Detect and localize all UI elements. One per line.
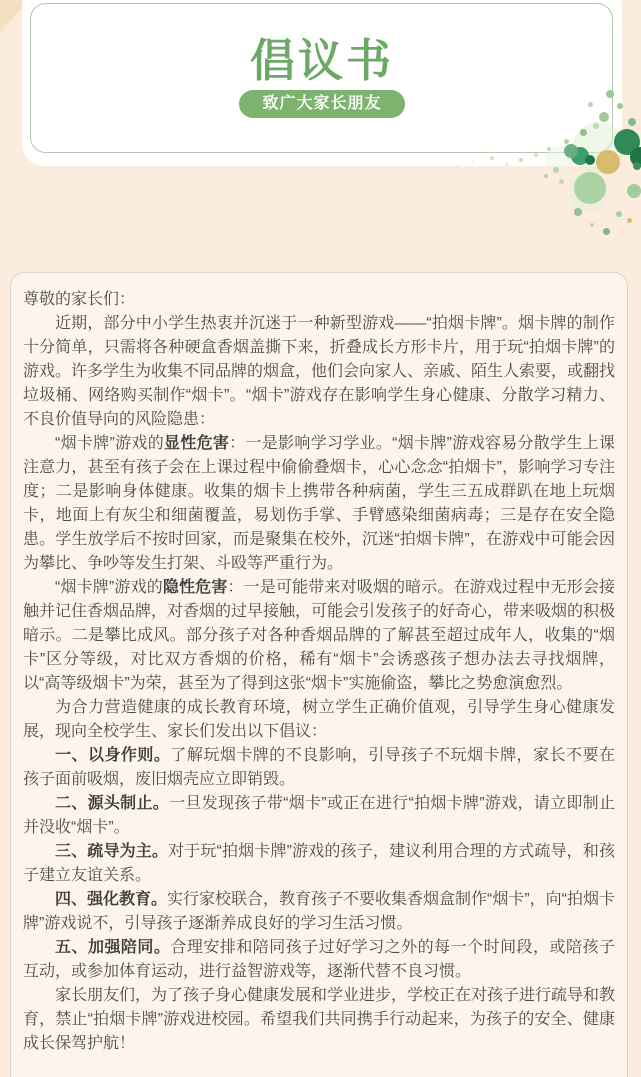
paragraph-run: 对于玩“拍烟卡牌”游戏的孩子，建议利用合理的方式疏导，和孩子建立友谊关系。 — [23, 843, 615, 884]
paragraph-run: ：一是影响学习学业。“烟卡牌”游戏容易分散学生上课注意力，甚至有孩子会在上课过程中偷偷叠烟卡，心心念念“拍烟卡”，影响学习专注度；二是影响身体健康。收集的烟卡上携带各种病菌，学生三五成群趴在地上玩烟卡，地面上有灰尘和细菌覆盖，易划伤手掌、手臂感染细菌病毒；三是存在安全隐患。学生放学后不按时回家，而是聚集在校外，沉迷“拍烟卡牌”，在游戏中可能会因为攀比、争吵等发生打架、斗殴等严重行为。 — [23, 435, 615, 572]
paragraph — [23, 792, 615, 840]
decor-dot — [633, 162, 641, 170]
subtitle-badge: 致广大家长朋友 — [239, 90, 404, 118]
paragraph-bold-run: 一、以身作则。 — [55, 747, 171, 764]
decor-dot — [544, 174, 548, 178]
paragraph-run: 近期，部分中小学生热衷并沉迷于一种新型游戏——“拍烟卡牌”。烟卡牌的制作十分简单，只需将各种硬盒香烟盖撕下来，折叠成长方形卡片，用于玩“拍烟卡牌”的游戏。许多学生为收集不同品牌的烟盒，他们会向家人、亲戚、陌生人索要，或翻找垃圾桶、网络购买制作“烟卡”。“烟卡”游戏存在影响学生身心健康、分散学习精力、不良价值导向的风险隐患： — [23, 315, 616, 428]
decor-dot — [574, 172, 606, 204]
paragraph-bold-run: 五、加强陪同。 — [55, 939, 171, 956]
decor-dot — [627, 184, 641, 198]
paragraph — [23, 312, 615, 432]
decor-dot — [574, 208, 582, 216]
decor-dot — [559, 179, 564, 184]
paragraph-run: “烟卡牌”游戏的 — [55, 579, 163, 596]
paragraph-run: 一旦发现孩子带“烟卡”或正在进行“拍烟卡牌”游戏，请立即制止并没收“烟卡”。 — [23, 795, 615, 836]
decor-dot — [628, 118, 636, 126]
paragraph-bold-run: 隐性危害 — [162, 579, 228, 596]
paragraph — [23, 744, 615, 792]
paragraph — [23, 696, 615, 744]
paragraph — [23, 432, 615, 576]
paragraph-bold-run: 四、强化教育。 — [55, 891, 168, 908]
paragraph-run: “烟卡牌”游戏的 — [55, 435, 165, 452]
paragraph-bold-run: 二、源头制止。 — [55, 795, 170, 812]
letter-card — [10, 272, 628, 1077]
paragraph-bold-run: 显性危害 — [164, 435, 230, 452]
decor-dot — [603, 228, 610, 235]
paragraph — [23, 576, 615, 696]
page-title: 倡议书 — [249, 35, 394, 86]
paragraph-run: 实行家校联合，教育孩子不要收集香烟盒制作“烟卡”，向“拍烟卡牌”游戏说不，引导孩子逐渐养成良好的学习生活习惯。 — [23, 891, 616, 932]
paragraph-run: 了解玩烟卡牌的不良影响，引导孩子不玩烟卡牌，家长不要在孩子面前吸烟，废旧烟壳应立即销毁。 — [23, 747, 615, 788]
paragraph — [23, 936, 615, 984]
paragraph-run: 家长朋友们，为了孩子身心健康发展和学业进步，学校正在对孩子进行疏导和教育，禁止“拍烟卡牌”游戏进校园。希望我们共同携手行动起来，为孩子的安全、健康成长保驾护航！ — [23, 987, 616, 1052]
paragraph-run: 合理安排和陪同孩子过好学习之外的每一个时间段，或陪孩子互动，或参加体育运动，进行益智游戏等，逐渐代替不良习惯。 — [23, 939, 615, 980]
decor-dot — [590, 223, 594, 227]
decor-dot — [553, 167, 559, 173]
paragraph-bold-run: 三、疏导为主。 — [55, 843, 169, 860]
paragraph — [23, 984, 615, 1056]
paragraph-run: ：一是可能带来对吸烟的暗示。在游戏过程中无形会接触并记住香烟品牌，对香烟的过早接触，可能会引发孩子的好奇心，带来吸烟的积极暗示。二是攀比成风。部分孩子对各种香烟品牌的了解甚至超过成年人，收集的“烟卡”区分等级，对比双方香烟的价格，稀有“烟卡”会诱惑孩子想办法去寻找烟牌，以“高等级烟卡”为荣，甚至为了得到这张“烟卡”实施偷盗，攀比之势愈演愈烈。 — [23, 579, 616, 692]
paragraph-run: 为合力营造健康的成长教育环境，树立学生正确价值观，引导学生身心健康发展，现向全校学生、家长们发出以下倡议： — [23, 699, 615, 740]
decor-dot — [627, 218, 632, 223]
decor-dot — [630, 147, 641, 167]
paragraph — [23, 888, 615, 936]
paragraph — [23, 840, 615, 888]
letter-body — [23, 312, 615, 1056]
decor-dot — [568, 172, 608, 212]
header-card — [22, 0, 622, 166]
subtitle-badge-row — [22, 90, 622, 118]
decor-dot — [616, 211, 622, 217]
salutation: 尊敬的家长们： — [23, 291, 136, 308]
